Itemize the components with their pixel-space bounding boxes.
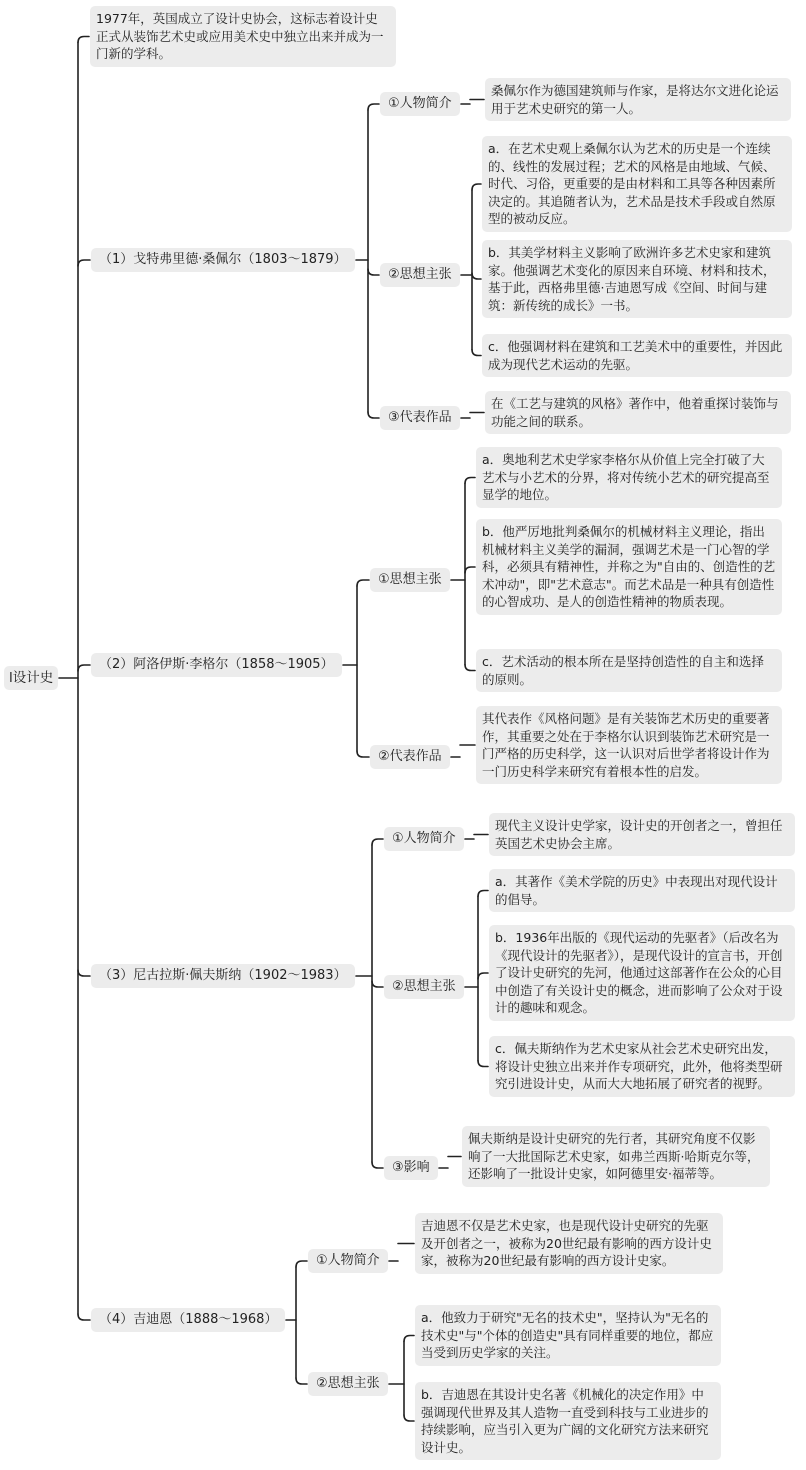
section-1-leaf-2a: a．在艺术史观上桑佩尔认为艺术的历史是一个连续的、线性的发展过程；艺术的风格是由地域、气候、时代、习俗，更重要的是由材料和工具等各种因素所决定的。其追随者认为，艺术品是技术手段或自然原型的被动反应。: [482, 136, 792, 232]
s2-connector-branch-1: [357, 751, 369, 757]
section-4-label-1[interactable]: ①人物简介: [308, 1249, 388, 1273]
s2c1-connector-branch-0: [465, 478, 475, 484]
section-2-label-1[interactable]: ①思想主张: [370, 568, 450, 592]
s3c2-connector-branch-0: [478, 891, 488, 897]
root-connector-branch-0: [78, 37, 89, 43]
s4c2-connector-branch-1: [404, 1415, 414, 1421]
s3-connector-branch-2: [372, 1162, 383, 1168]
s2c1-connector-branch-1: [465, 567, 475, 573]
intro-note: 1977年，英国成立了设计史协会，这标志着设计史正式从装饰艺术史或应用美术史中独立出来并成为一门新的学科。: [90, 6, 396, 67]
s1c2-connector-branch-1: [472, 273, 481, 279]
s3c2-connector-branch-2: [478, 1061, 488, 1067]
section-1-label-2[interactable]: ②思想主张: [380, 263, 460, 287]
s2c1-connector-branch-2: [465, 665, 475, 671]
s4c2-connector-branch-0: [404, 1336, 414, 1342]
root-connector-branch-3: [78, 970, 90, 976]
section-1-title[interactable]: （1）戈特弗里德·桑佩尔（1803～1879）: [91, 248, 355, 272]
section-2-leaf-1c: c．艺术活动的根本所在是坚持创造性的自主和选择的原则。: [476, 649, 782, 692]
section-2-title[interactable]: （2）阿洛伊斯·李格尔（1858～1905）: [91, 653, 342, 677]
section-2-leaf-1b: b．他严厉地批判桑佩尔的机械材料主义理论，指出机械材料主义美学的漏洞，强调艺术是一门心智的学科，必须具有精神性，并称之为"自由的、创造性的艺术冲动"，即"艺术意志"。而艺术品是一种具有创造性的心智成功、是人的创造性精神的物质表现。: [476, 519, 782, 615]
section-4-leaf-2a: a．他致力于研究"无名的技术史"，坚持认为"无名的技术史"与"个体的创造史"具有同样重要的地位，都应当受到历史学家的关注。: [415, 1305, 721, 1366]
section-3-leaf-2b: b．1936年出版的《现代运动的先驱者》（后改名为《现代设计的先驱者》），是现代设计的宣言书，开创了设计史研究的先河，他通过这部著作在公众的心目中创造了有关设计史的概念，进而影响了公众对于设计的趣味和观念。: [489, 925, 795, 1021]
section-4-leaf-2b: b．吉迪恩在其设计史名著《机械化的决定作用》中强调现代世界及其人造物一直受到科技与工业进步的持续影响，应当引入更为广阔的文化研究方法来研究设计史。: [415, 1382, 721, 1460]
s1c2-connector-branch-0: [472, 184, 481, 190]
s4-connector-branch-1: [296, 1378, 307, 1384]
root-node[interactable]: l设计史: [4, 666, 58, 690]
section-3-leaf-1: 现代主义设计史学家，设计史的开创者之一，曾担任英国艺术史协会主席。: [489, 813, 795, 856]
section-3-label-1[interactable]: ①人物简介: [384, 827, 464, 851]
section-1-label-1[interactable]: ①人物简介: [380, 92, 460, 116]
section-4-label-2[interactable]: ②思想主张: [308, 1372, 388, 1396]
section-3-leaf-2a: a．其著作《美术学院的历史》中表现出对现代设计的倡导。: [489, 869, 795, 912]
section-1-leaf-2c: c．他强调材料在建筑和工艺美术中的重要性，并因此成为现代艺术运动的先驱。: [482, 334, 792, 377]
section-2-leaf-2: 其代表作《风格问题》是有关装饰艺术历史的重要著作，其重要之处在于李格尔认识到装饰艺术研究是一门严格的历史科学，这一认识对后世学者将设计作为一门历史科学来研究有着根本性的启发。: [476, 706, 782, 784]
root-connector-branch-4: [78, 1314, 90, 1320]
section-2-label-2[interactable]: ②代表作品: [370, 745, 450, 769]
s3c2-connector-branch-1: [478, 973, 488, 979]
section-1-leaf-3: 在《工艺与建筑的风格》著作中，他着重探讨装饰与功能之间的联系。: [485, 391, 791, 434]
section-1-label-3[interactable]: ③代表作品: [380, 406, 460, 430]
section-4-title[interactable]: （4）吉迪恩（1888～1968）: [91, 1308, 285, 1332]
section-2-leaf-1a: a．奥地利艺术史学家李格尔从价值上完全打破了大艺术与小艺术的分界，将对传统小艺术的研究提高至显学的地位。: [476, 447, 782, 508]
section-3-title[interactable]: （3）尼古拉斯·佩夫斯纳（1902～1983）: [91, 964, 355, 988]
s2-connector-branch-0: [357, 580, 369, 586]
root-connector-branch-1: [78, 260, 90, 266]
section-1-leaf-1: 桑佩尔作为德国建筑师与作家，是将达尔文进化论运用于艺术史研究的第一人。: [485, 78, 791, 121]
section-3-leaf-3: 佩夫斯纳是设计史研究的先行者，其研究角度不仅影响了一大批国际艺术史家，如弗兰西斯·哈斯克尔等，还影响了一批设计史家，如阿德里安·福蒂等。: [462, 1126, 770, 1187]
s3-connector-branch-0: [372, 839, 383, 845]
s1-connector-branch-0: [368, 104, 379, 110]
section-3-label-3[interactable]: ③影响: [384, 1156, 438, 1180]
s1-connector-branch-2: [368, 412, 379, 418]
root-connector-branch-2: [78, 665, 90, 671]
section-1-leaf-2b: b．其美学材料主义影响了欧洲许多艺术史家和建筑家。他强调艺术变化的原因来自环境、材料和技术，基于此，西格弗里德·吉迪恩写成《空间、时间与建筑：新传统的成长》一书。: [482, 240, 792, 318]
s3-connector-branch-1: [372, 981, 383, 987]
section-3-label-2[interactable]: ②思想主张: [384, 975, 464, 999]
section-4-leaf-1: 吉迪恩不仅是艺术史家，也是现代设计史研究的先驱及开创者之一，被称为20世纪最有影响的西方设计史家，被称为20世纪最有影响的西方设计史家。: [415, 1213, 723, 1274]
s1-connector-branch-1: [368, 269, 379, 275]
section-3-leaf-2c: c．佩夫斯纳作为艺术史家从社会艺术史研究出发，将设计史独立出来并作专项研究，此外，他将类型研究引进设计史，从而大大地拓展了研究者的视野。: [489, 1036, 795, 1097]
s4-connector-branch-0: [296, 1261, 307, 1267]
s1c2-connector-branch-2: [472, 350, 481, 356]
